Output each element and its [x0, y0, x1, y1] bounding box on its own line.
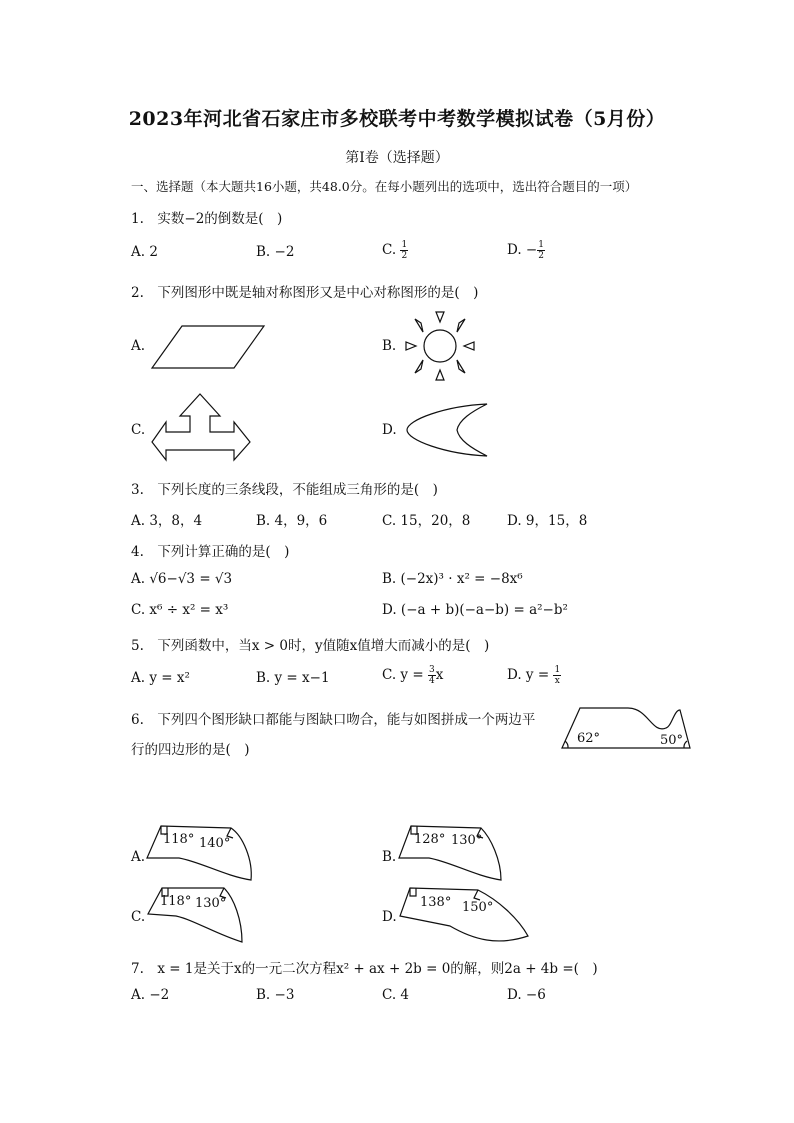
three-arrows-figure [152, 392, 252, 464]
q2-option-b: B. [382, 338, 397, 354]
q1-option-c-fraction [400, 240, 408, 261]
q4-option-b: B. (−2x)³ · x² = −8x⁶ [382, 571, 523, 587]
q1-d-numerator: 1 [538, 240, 544, 250]
q5-d-fraction [553, 665, 561, 686]
q6-a-shape [145, 822, 257, 884]
q6-c-angle-1: 118° [160, 894, 192, 909]
q7-option-a: A. −2 [131, 987, 170, 1003]
q2-option-c: C. [131, 422, 146, 438]
q6-b-angle-2: 130° [451, 833, 483, 848]
q7-option-d: D. −6 [507, 987, 546, 1003]
q2-option-d: D. [382, 422, 397, 438]
q5-d-denominator: x [554, 676, 560, 686]
q4-option-d: D. (−a + b)(−a−b) = a²−b² [382, 602, 568, 618]
question-1-stem: 1. 实数−2的倒数是( ) [131, 211, 283, 227]
q6-option-c: C. [131, 909, 146, 925]
q1-option-d-label: D. − [507, 242, 538, 258]
q6-option-b: B. [382, 849, 397, 865]
q6-a-angle-2: 140° [199, 836, 231, 851]
question-6-stem-line2: 行的四边形的是( ) [131, 742, 250, 758]
q1-c-denominator: 2 [401, 251, 408, 261]
question-4-stem: 4. 下列计算正确的是( ) [131, 544, 290, 560]
q5-d-numerator: 1 [554, 665, 561, 675]
q7-option-c: C. 4 [382, 987, 410, 1003]
q3-option-a: A. 3，8，4 [131, 513, 203, 529]
q6-c-angle-2: 130° [195, 896, 227, 911]
ref-angle-left: 62° [577, 731, 601, 746]
sun-figure [400, 310, 480, 382]
q1-option-c [382, 240, 408, 261]
q6-option-a: A. [131, 849, 146, 865]
paper-subtitle: 第Ⅰ卷（选择题） [345, 150, 449, 166]
q6-d-shape [398, 884, 530, 950]
q1-option-d [507, 240, 545, 261]
q5-option-a: A. y = x² [131, 670, 190, 686]
q5-c-fraction [428, 665, 436, 686]
q4-option-c: C. x⁶ ÷ x² = x³ [131, 602, 229, 618]
q5-c-numerator: 3 [428, 665, 435, 675]
ref-angle-right: 50° [660, 733, 684, 748]
q1-d-denominator: 2 [538, 251, 544, 261]
question-2-stem: 2. 下列图形中既是轴对称图形又是中心对称图形的是( ) [131, 285, 479, 301]
q1-c-numerator: 1 [401, 240, 408, 250]
question-7-stem: 7. x = 1是关于x的一元二次方程x² + ax + 2b = 0的解，则2a + 4b =( ) [131, 961, 598, 977]
q5-option-c [382, 665, 443, 686]
q1-option-c-label: C. [382, 242, 397, 258]
q1-option-d-fraction [537, 240, 545, 261]
page-title: 2023年河北省石家庄市多校联考中考数学模拟试卷（5月份） [128, 108, 666, 130]
q7-option-b: B. −3 [256, 987, 295, 1003]
parallelogram-figure [150, 320, 270, 372]
crescent-figure [405, 402, 490, 458]
q5-option-d [507, 665, 561, 686]
q6-b-angle-1: 128° [414, 832, 446, 847]
q2-option-a: A. [131, 338, 146, 354]
question-3-stem: 3. 下列长度的三条线段，不能组成三角形的是( ) [131, 482, 438, 498]
question-6-stem-line1: 6. 下列四个图形缺口都能与图缺口吻合，能与如图拼成一个两边平 [131, 712, 536, 728]
q5-option-b: B. y = x−1 [256, 670, 330, 686]
q6-d-angle-1: 138° [420, 895, 452, 910]
q1-option-a: A. 2 [131, 244, 158, 260]
q3-option-d: D. 9，15，8 [507, 513, 588, 529]
q5-c-denominator: 4 [428, 676, 435, 686]
q5-c-suffix: x [435, 667, 444, 683]
q4-option-a: A. √6−√3 = √3 [131, 571, 233, 587]
q3-option-c: C. 15，20，8 [382, 513, 471, 529]
q6-d-angle-2: 150° [462, 900, 494, 915]
q5-c-prefix: C. y = [382, 667, 428, 683]
section-heading: 一、选择题（本大题共16小题，共48.0分。在每小题列出的选项中，选出符合题目的一项） [131, 179, 638, 194]
question-5-stem: 5. 下列函数中，当x > 0时，y值随x值增大而减小的是( ) [131, 638, 490, 654]
q6-a-angle-1: 118° [163, 832, 195, 847]
q3-option-b: B. 4，9，6 [256, 513, 328, 529]
q5-d-prefix: D. y = [507, 667, 554, 683]
q6-option-d: D. [382, 909, 397, 925]
q1-option-b: B. −2 [256, 244, 295, 260]
